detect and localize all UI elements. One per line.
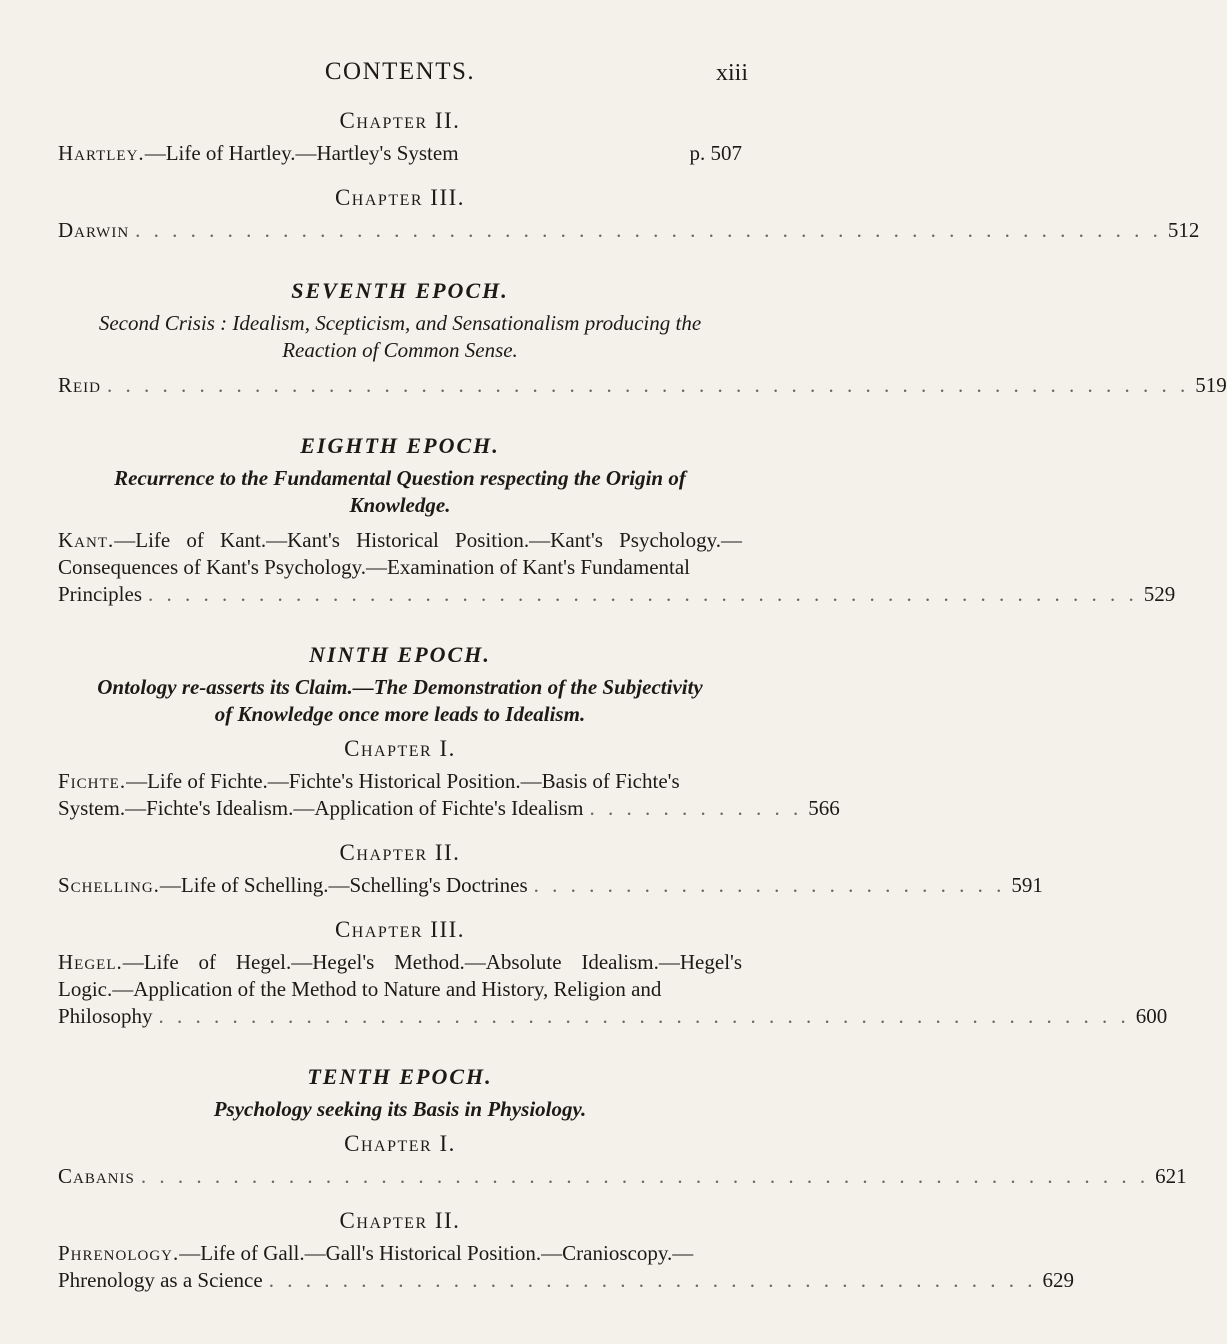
- entry-text: —Life of Kant.—Kant's Historical Position.—Kant's Psychology.—Consequences of Kant's Psychology.—Examination of Kant's Fundamental: [58, 528, 742, 579]
- leader: . . . . . . . . . . . . . . . . . . . . . . . . . . . . . . . . . . . . . . . . . . . . . . . . . . . . . .: [148, 582, 1138, 606]
- entry-name: Reid: [58, 373, 101, 397]
- entry-text: —Life of Hegel.—Hegel's Method.—Absolute Idealism.—Hegel's Logic.—Application of the Method to Nature and History, Religion and: [58, 950, 742, 1001]
- entry-kant-last: [58, 581, 1176, 608]
- entry-text: Principles: [58, 582, 142, 606]
- contents-list: [58, 108, 1227, 1294]
- entry-page: 512: [1167, 218, 1200, 242]
- chapter-heading: Chapter II.: [339, 1208, 461, 1233]
- entry-page: 621: [1155, 1164, 1187, 1188]
- entry-text: Phrenology as a Science: [58, 1268, 263, 1292]
- entry-text: —Life of Fichte.—Fichte's Historical Position.—Basis of Fichte's: [126, 769, 680, 793]
- entry-schelling: [58, 872, 1043, 899]
- entry-page: 566: [808, 796, 840, 820]
- entry-name: Fichte.: [58, 769, 127, 793]
- entry-hegel: [58, 949, 742, 1003]
- entry-name: Hartley.: [58, 141, 145, 165]
- leader: . . . . . . . . . . . .: [589, 796, 803, 820]
- entry-fichte-last: [58, 795, 840, 822]
- entry-text: —Life of Hartley.—Hartley's System: [144, 141, 459, 165]
- entry-hegel-last: [58, 1003, 1168, 1030]
- epoch-title: SEVENTH EPOCH.: [291, 278, 509, 303]
- epoch-subtitle: Psychology seeking its Basis in Physiology.: [213, 1097, 587, 1121]
- entry-page: 591: [1011, 873, 1043, 897]
- leader: . . . . . . . . . . . . . . . . . . . . . . . . . . . . . . . . . . . . . . . . . . . . . . . . . . . . . . . . . . .: [107, 373, 1190, 397]
- entry-text: —Life of Schelling.—Schelling's Doctrines: [159, 873, 528, 897]
- entry-darwin: [58, 217, 1200, 244]
- entry-reid: [58, 372, 1227, 399]
- entry-fichte: [58, 768, 742, 795]
- entry-name: Darwin: [58, 218, 130, 242]
- entry-name: Cabanis: [58, 1164, 135, 1188]
- entry-cabanis: [58, 1163, 1187, 1190]
- epoch-subtitle: Second Crisis : Idealism, Scepticism, and Sensationalism producing the Reaction of Common Sense.: [98, 311, 702, 362]
- running-header: [0, 58, 800, 88]
- entry-text: Philosophy: [58, 1004, 153, 1028]
- entry-name: Hegel.: [58, 950, 123, 974]
- entry-page: p. 507: [689, 141, 742, 165]
- entry-page: 600: [1135, 1004, 1168, 1028]
- entry-page: 629: [1042, 1268, 1074, 1292]
- chapter-heading: Chapter II.: [339, 108, 461, 133]
- entry-page: 529: [1143, 582, 1176, 606]
- leader: . . . . . . . . . . . . . . . . . . . . . . . . . . . . . . . . . . . . . . . . . . . . . . . . . . . . .: [158, 1004, 1130, 1028]
- entry-phrenology-last: [58, 1267, 1074, 1294]
- chapter-heading: Chapter II.: [339, 840, 461, 865]
- epoch-subtitle: Ontology re-asserts its Claim.—The Demonstration of the Subjectivity of Knowledge once more leads to Idealism.: [97, 675, 703, 726]
- leader: . . . . . . . . . . . . . . . . . . . . . . . . . .: [533, 873, 1006, 897]
- header-page-number: xiii: [715, 60, 748, 86]
- leader: . . . . . . . . . . . . . . . . . . . . . . . . . . . . . . . . . . . . . . . . . .: [268, 1268, 1037, 1292]
- chapter-heading: Chapter III.: [334, 185, 466, 210]
- entry-name: Phrenology.: [58, 1241, 180, 1265]
- chapter-heading: Chapter III.: [334, 917, 466, 942]
- entry-name: Schelling.: [58, 873, 160, 897]
- entry-text: —Life of Gall.—Gall's Historical Position.—Cranioscopy.—: [179, 1241, 694, 1265]
- epoch-title: EIGHTH EPOCH.: [300, 433, 500, 458]
- entry-text: System.—Fichte's Idealism.—Application of Fichte's Idealism: [58, 796, 584, 820]
- leader: . . . . . . . . . . . . . . . . . . . . . . . . . . . . . . . . . . . . . . . . . . . . . . . . . . . . . . . .: [135, 218, 1162, 242]
- entry-kant: [58, 527, 742, 581]
- chapter-heading: Chapter I.: [344, 736, 456, 761]
- leader: . . . . . . . . . . . . . . . . . . . . . . . . . . . . . . . . . . . . . . . . . . . . . . . . . . . . . . .: [140, 1164, 1150, 1188]
- entry-page: 519: [1195, 373, 1227, 397]
- chapter-heading: Chapter I.: [344, 1131, 456, 1156]
- entry-hartley: [58, 140, 742, 167]
- epoch-title: TENTH EPOCH.: [307, 1064, 493, 1089]
- entry-name: Kant.: [58, 528, 115, 552]
- header-title: CONTENTS.: [324, 58, 476, 85]
- entry-phrenology: [58, 1240, 742, 1267]
- epoch-subtitle: Recurrence to the Fundamental Question respecting the Origin of Knowledge.: [114, 466, 686, 517]
- epoch-title: NINTH EPOCH.: [309, 642, 491, 667]
